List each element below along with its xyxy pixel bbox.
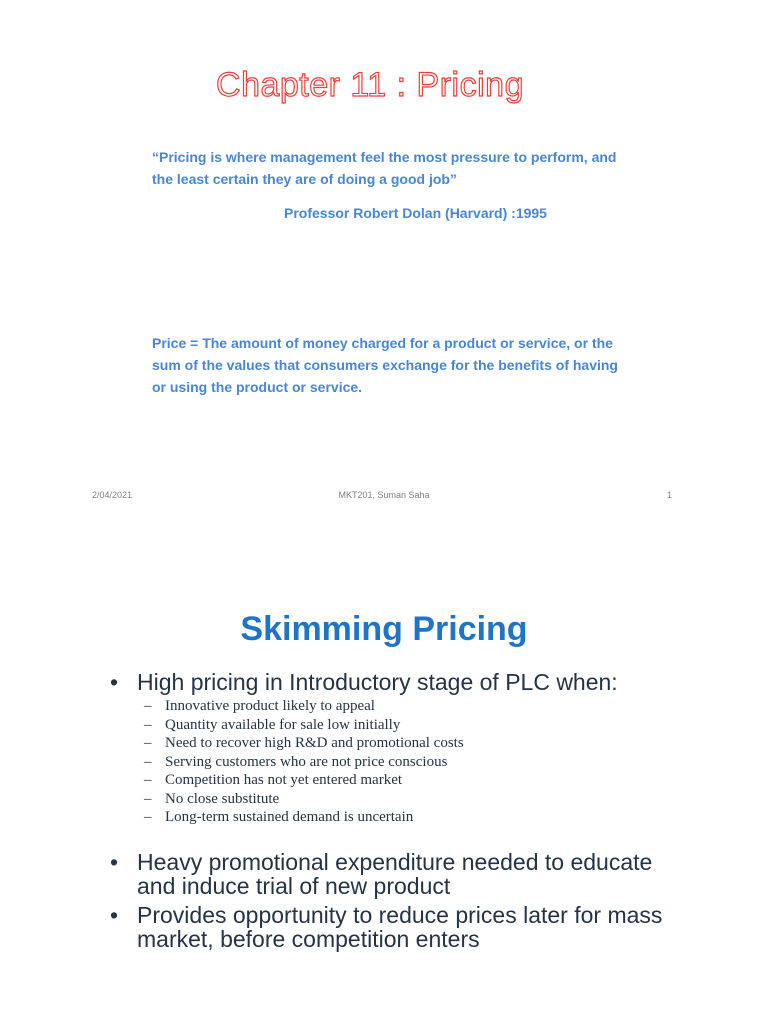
bullet-icon: • [110, 849, 119, 875]
footer-page-number: 1 [667, 490, 673, 500]
bullet-text: Heavy promotional expenditure needed to educate and induce trial of new product [137, 849, 653, 899]
sub-bullet-text: Innovative product likely to appeal [165, 698, 375, 714]
dash-icon: – [144, 753, 152, 770]
slide-skimming-pricing [0, 570, 768, 990]
sub-bullet-item [144, 716, 644, 735]
bullet-text: Provides opportunity to reduce prices later for mass market, before competition enters [137, 902, 663, 952]
sub-bullet-text: Need to recover high R&D and promotional costs [165, 735, 464, 751]
dash-icon: – [144, 790, 152, 807]
bullet-item [110, 850, 670, 898]
sub-bullet-text: Quantity available for sale low initially [165, 716, 401, 733]
sub-bullet-list [144, 697, 644, 827]
bullet-icon: • [110, 902, 119, 928]
dash-icon: – [144, 716, 152, 733]
bullet-text: High pricing in Introductory stage of PLC when: [137, 669, 618, 695]
sub-bullet-item [144, 753, 644, 772]
sub-bullet-text: Competition has not yet entered market [165, 772, 403, 788]
dash-icon: – [144, 772, 152, 788]
chapter-title: Chapter 11 : Pricing [216, 66, 524, 104]
sub-bullet-item [144, 771, 644, 790]
quote-attribution: Professor Robert Dolan (Harvard) :1995 [284, 205, 547, 221]
sub-bullet-text: Serving customers who are not price conscious [165, 753, 448, 770]
dash-icon: – [144, 809, 152, 825]
sub-bullet-item [144, 790, 644, 809]
sub-bullet-item [144, 697, 644, 716]
sub-bullet-text: No close substitute [165, 790, 280, 807]
bullet-item [110, 670, 670, 694]
sub-bullet-text: Long-term sustained demand is uncertain [165, 809, 414, 825]
price-definition: Price = The amount of money charged for a product or service, or the sum of the values that consumers exchange for the benefits of having or using the product or service. [152, 335, 618, 395]
dash-icon: – [144, 698, 152, 714]
footer-course: MKT201, Suman Saha [338, 490, 430, 500]
footer-date: 2/04/2021 [92, 490, 133, 500]
bullet-icon: • [110, 669, 119, 695]
skimming-title: Skimming Pricing [240, 610, 528, 648]
bullet-item [110, 903, 670, 951]
dash-icon: – [144, 735, 152, 751]
sub-bullet-item [144, 808, 644, 827]
sub-bullet-item [144, 734, 644, 753]
pricing-quote: “Pricing is where management feel the most pressure to perform, and the least certain they are of doing a good job” [152, 149, 617, 187]
